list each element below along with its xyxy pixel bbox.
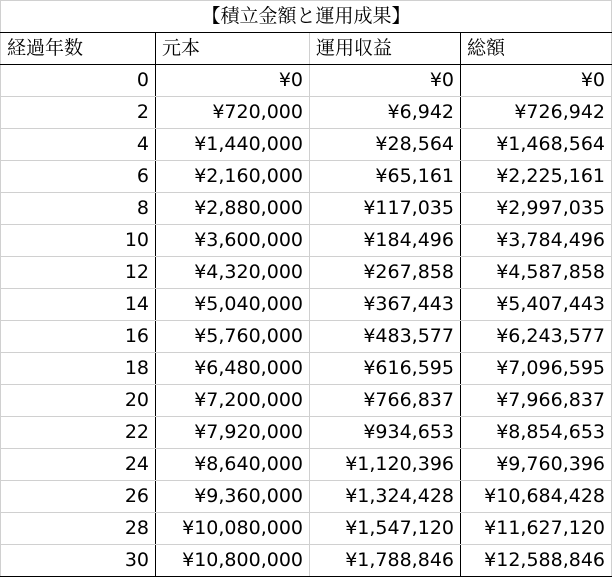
table-row [1, 481, 612, 513]
cell-principal[interactable]: ¥10,800,000 [156, 545, 310, 577]
cell-years[interactable]: 0 [1, 65, 156, 97]
table-row [1, 65, 612, 97]
cell-principal[interactable]: ¥7,200,000 [156, 385, 310, 417]
cell-years[interactable]: 2 [1, 97, 156, 129]
cell-total[interactable]: ¥4,587,858 [461, 257, 612, 289]
header-principal[interactable]: 元本 [156, 33, 310, 65]
cell-years[interactable]: 24 [1, 449, 156, 481]
cell-returns[interactable]: ¥0 [310, 65, 461, 97]
cell-principal[interactable]: ¥720,000 [156, 97, 310, 129]
table-row [1, 225, 612, 257]
cell-total[interactable]: ¥11,627,120 [461, 513, 612, 545]
cell-principal[interactable]: ¥1,440,000 [156, 129, 310, 161]
cell-returns[interactable]: ¥1,324,428 [310, 481, 461, 513]
cell-years[interactable]: 14 [1, 289, 156, 321]
header-years[interactable]: 経過年数 [1, 33, 156, 65]
table-row [1, 193, 612, 225]
cell-years[interactable]: 26 [1, 481, 156, 513]
cell-total[interactable]: ¥10,684,428 [461, 481, 612, 513]
cell-total[interactable]: ¥9,760,396 [461, 449, 612, 481]
cell-principal[interactable]: ¥7,920,000 [156, 417, 310, 449]
cell-returns[interactable]: ¥766,837 [310, 385, 461, 417]
cell-total[interactable]: ¥7,966,837 [461, 385, 612, 417]
table-row [1, 321, 612, 353]
cell-principal[interactable]: ¥9,360,000 [156, 481, 310, 513]
table-row [1, 545, 612, 577]
table-row [1, 161, 612, 193]
header-row [1, 33, 612, 65]
cell-years[interactable]: 8 [1, 193, 156, 225]
cell-total[interactable]: ¥12,588,846 [461, 545, 612, 577]
title-row [1, 1, 612, 33]
cell-principal[interactable]: ¥2,880,000 [156, 193, 310, 225]
cell-total[interactable]: ¥2,997,035 [461, 193, 612, 225]
cell-total[interactable]: ¥3,784,496 [461, 225, 612, 257]
cell-returns[interactable]: ¥65,161 [310, 161, 461, 193]
header-total[interactable]: 総額 [461, 33, 612, 65]
table-title[interactable]: 【積立金額と運用成果】 [1, 1, 612, 33]
cell-principal[interactable]: ¥2,160,000 [156, 161, 310, 193]
cell-years[interactable]: 6 [1, 161, 156, 193]
cell-years[interactable]: 22 [1, 417, 156, 449]
cell-total[interactable]: ¥726,942 [461, 97, 612, 129]
cell-principal[interactable]: ¥6,480,000 [156, 353, 310, 385]
cell-principal[interactable]: ¥5,760,000 [156, 321, 310, 353]
table-row [1, 449, 612, 481]
cell-principal[interactable]: ¥4,320,000 [156, 257, 310, 289]
cell-returns[interactable]: ¥117,035 [310, 193, 461, 225]
cell-returns[interactable]: ¥184,496 [310, 225, 461, 257]
cell-returns[interactable]: ¥616,595 [310, 353, 461, 385]
cell-returns[interactable]: ¥267,858 [310, 257, 461, 289]
cell-years[interactable]: 20 [1, 385, 156, 417]
cell-total[interactable]: ¥5,407,443 [461, 289, 612, 321]
table-row [1, 385, 612, 417]
table-row [1, 289, 612, 321]
cell-returns[interactable]: ¥28,564 [310, 129, 461, 161]
cell-total[interactable]: ¥1,468,564 [461, 129, 612, 161]
table-row [1, 97, 612, 129]
header-returns[interactable]: 運用収益 [310, 33, 461, 65]
cell-principal[interactable]: ¥8,640,000 [156, 449, 310, 481]
cell-total[interactable]: ¥2,225,161 [461, 161, 612, 193]
table-row [1, 257, 612, 289]
table-row [1, 513, 612, 545]
table-row [1, 129, 612, 161]
cell-total[interactable]: ¥7,096,595 [461, 353, 612, 385]
cell-returns[interactable]: ¥1,547,120 [310, 513, 461, 545]
table-row [1, 417, 612, 449]
cell-principal[interactable]: ¥10,080,000 [156, 513, 310, 545]
cell-total[interactable]: ¥6,243,577 [461, 321, 612, 353]
cell-years[interactable]: 4 [1, 129, 156, 161]
table-row [1, 353, 612, 385]
cell-principal[interactable]: ¥0 [156, 65, 310, 97]
cell-returns[interactable]: ¥934,653 [310, 417, 461, 449]
cell-years[interactable]: 28 [1, 513, 156, 545]
cell-total[interactable]: ¥8,854,653 [461, 417, 612, 449]
cell-returns[interactable]: ¥367,443 [310, 289, 461, 321]
cell-years[interactable]: 18 [1, 353, 156, 385]
cell-returns[interactable]: ¥483,577 [310, 321, 461, 353]
cell-principal[interactable]: ¥3,600,000 [156, 225, 310, 257]
cell-years[interactable]: 30 [1, 545, 156, 577]
cell-principal[interactable]: ¥5,040,000 [156, 289, 310, 321]
cell-years[interactable]: 16 [1, 321, 156, 353]
cell-years[interactable]: 12 [1, 257, 156, 289]
cell-returns[interactable]: ¥6,942 [310, 97, 461, 129]
cell-returns[interactable]: ¥1,120,396 [310, 449, 461, 481]
cell-returns[interactable]: ¥1,788,846 [310, 545, 461, 577]
cell-total[interactable]: ¥0 [461, 65, 612, 97]
cell-years[interactable]: 10 [1, 225, 156, 257]
